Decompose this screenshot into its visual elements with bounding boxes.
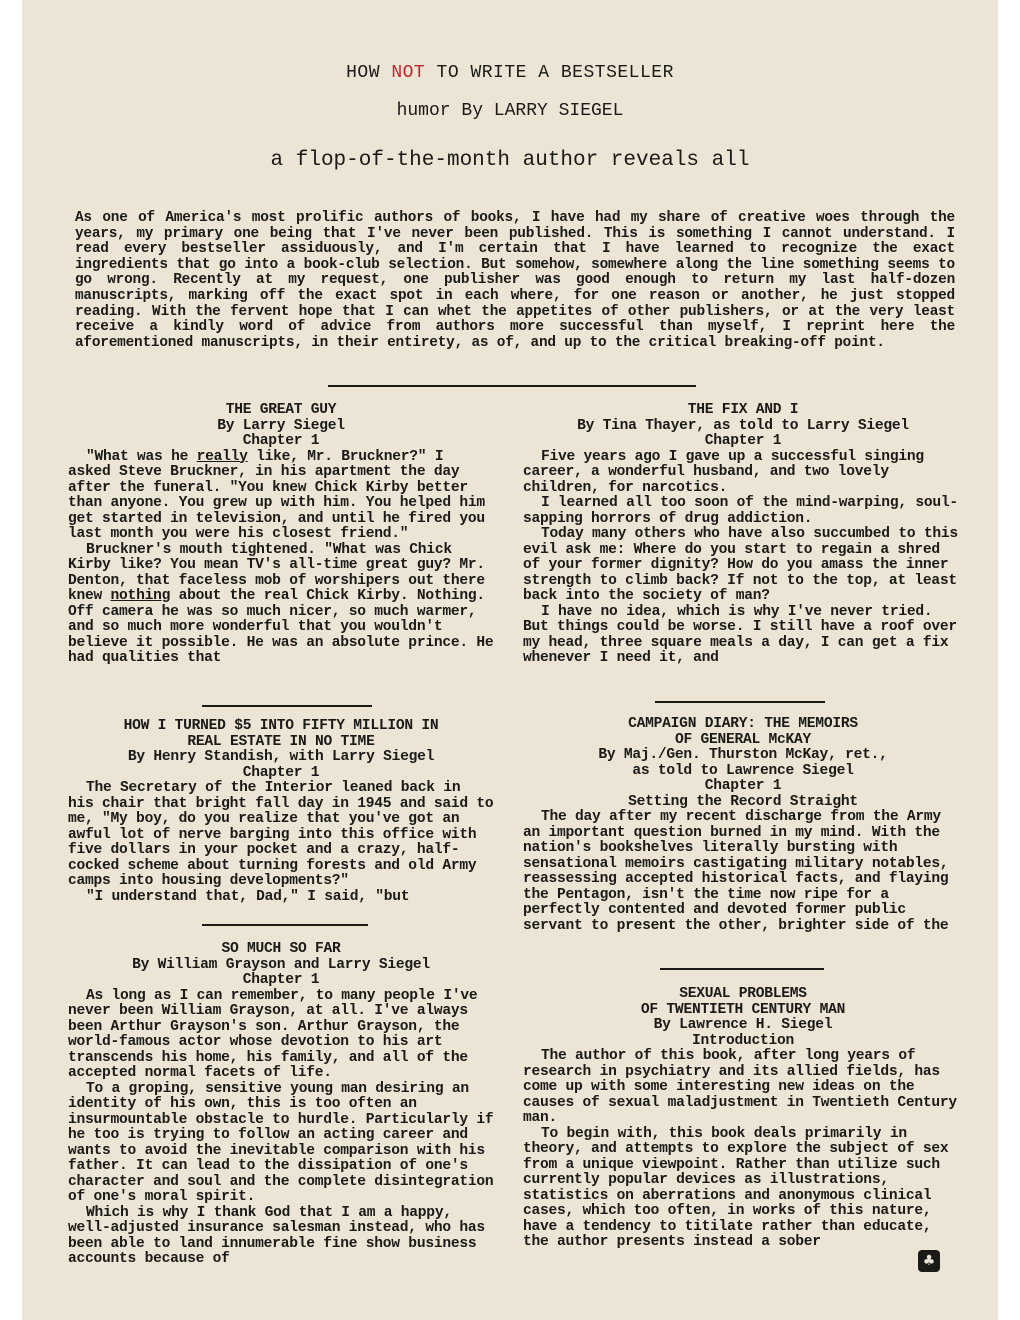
article-title: HOW NOT TO WRITE A BESTSELLER — [346, 63, 674, 83]
excerpt-paragraph: I learned all too soon of the mind-warping, soul-sapping horrors of drug addiction. — [523, 495, 958, 527]
excerpt-paragraph: "I understand that, Dad," I said, "but — [86, 888, 410, 905]
excerpt-byline: By Tina Thayer, as told to Larry Siegel — [577, 417, 909, 434]
excerpt-title: THE GREAT GUY — [225, 402, 337, 418]
excerpt-title: SEXUAL PROBLEMS — [679, 986, 807, 1002]
excerpt-paragraph: "What was he really like, Mr. Bruckner?" I asked Steve Bruckner, in his apartment the day after the funeral. "You knew Chick Kirby better than anyone. You grew up with him. You helped him get started in television, and until he fired you last month you were his closest friend." — [68, 448, 485, 542]
excerpt-paragraph: To begin with, this book deals primarily in theory, and attempts to explore the subject of sex from a unique viewpoint. Rather than utilize such currently popular devices as illustrations, statistics on aberrations and anonymous clinical cases, which too often, in works of this nature, have a tendency to titilate rather than educate, the author presents instead a sober — [523, 1125, 949, 1250]
excerpt-great-guy — [68, 403, 494, 667]
excerpt-paragraph: I have no idea, which is why I've never tried. But things could be worse. I still have a roof over my head, three square meals a day, I can get a fix whenever I need it, and — [523, 603, 957, 666]
excerpt-title: OF TWENTIETH CENTURY MAN — [640, 1001, 846, 1018]
excerpt-paragraph: Bruckner's mouth tightened. "What was Chick Kirby like? You mean TV's all-time great guy? Mr. Denton, that faceless mob of worshipers out there knew nothing about the real Chick Kirby. Nothing. Off camera he was so much nicer, so much warmer, and so much more wonderful that you wouldn't believe it possible. He was an absolute prince. He had qualities that — [68, 541, 494, 666]
excerpt-so-much-so-far — [68, 942, 494, 1268]
section-divider — [202, 705, 372, 707]
excerpt-title: REAL ESTATE IN NO TIME — [187, 733, 375, 750]
article-byline: humor By LARRY SIEGEL — [396, 101, 624, 121]
excerpt-paragraph: The day after my recent discharge from the Army an important question burned in my mind. With the nation's bookshelves literally bursting with sensational memoirs castigating military notables, reassessing accepted historical facts, and flaying the Pentagon, isn't the time now ripe for a perfectly contented and devoted former public servant to present the other, brighter side of the — [523, 809, 949, 934]
excerpt-title: THE FIX AND I — [687, 402, 799, 418]
excerpt-title: CAMPAIGN DIARY: THE MEMOIRS — [628, 716, 858, 732]
excerpt-title: HOW I TURNED $5 INTO FIFTY MILLION IN — [123, 718, 439, 734]
excerpt-byline: By Lawrence H. Siegel — [653, 1017, 833, 1033]
excerpt-byline: By Maj./Gen. Thurston McKay, ret., — [598, 747, 888, 763]
excerpt-chapter: Chapter 1 — [242, 972, 320, 988]
excerpt-byline: By Larry Siegel — [217, 417, 345, 434]
excerpt-fifty-million — [68, 719, 494, 905]
excerpt-chapter: Introduction — [691, 1032, 795, 1049]
excerpt-byline: as told to Lawrence Siegel — [632, 762, 854, 779]
excerpt-chapter: Chapter 1 — [704, 433, 782, 449]
excerpt-title: SO MUCH SO FAR — [221, 941, 341, 957]
intro-paragraph: As one of America's most prolific authors of books, I have had my share of creative woes through the years, my primary one being that I've never been published. This is something I cannot understand. I read every bestseller assiduously, and I'm certain that I have learned to recognize the exact ingredients that go into a book-club selection. But somehow, somewhere along the line something seems to go wrong. Recently at my request, one publisher was good enough to return my last half-dozen manuscripts, marking off the exact spot in each where, for one reason or another, he just stopped reading. With the fervent hope that I can whet the appetites of other publishers, or at the very least receive a kindly word of advice from authors more successful than myself, I reprint here the aforementioned manuscripts, in their entirety, as of, and up to the critical breaking-off point. — [75, 210, 955, 351]
excerpt-chapter: Chapter 1 — [242, 433, 320, 449]
excerpt-paragraph: Today many others who have also succumbed to this evil ask me: Where do you start to regain a shred of your former dignity? How do you amass the inner strength to climb back? If not to the top, at least back into the society of man? — [523, 526, 958, 604]
section-divider — [202, 924, 368, 926]
excerpt-sexual-problems — [523, 987, 963, 1251]
excerpt-campaign-diary — [523, 717, 963, 934]
excerpt-title: OF GENERAL McKAY — [674, 731, 812, 748]
excerpt-paragraph: The Secretary of the Interior leaned back in his chair that bright fall day in 1945 and said to me, "My boy, do you realize that you've got an awful lot of nerve barging into this office with five dollars in your pocket and a crazy, half-cocked scheme about turning forests and old Army camps into housing developments?" — [68, 780, 494, 889]
excerpt-paragraph: Which is why I thank God that I am a happy, well-adjusted insurance salesman instead, who has been able to land innumerable fine show business accounts because of — [68, 1204, 485, 1267]
excerpt-byline: By Henry Standish, with Larry Siegel — [127, 749, 435, 765]
rabbit-head-icon: ♣ — [918, 1250, 940, 1272]
excerpt-fix-and-i — [523, 403, 963, 667]
excerpt-paragraph: As long as I can remember, to many people I've never been William Grayson, at all. I've always been Arthur Grayson's son. Arthur Grayson, the world-famous actor whose devotion to his art transcends his home, his family, and all of the accepted normal facets of life. — [68, 987, 478, 1081]
excerpt-chapter: Chapter 1 — [704, 778, 782, 794]
title-accent-word: NOT — [391, 63, 426, 83]
excerpt-chapter: Chapter 1 — [242, 764, 320, 781]
section-divider — [660, 968, 824, 970]
excerpt-paragraph: The author of this book, after long years of research in psychiatry and its allied fields, has come up with some interesting new ideas on the causes of sexual maladjustment in Twentieth Century man. — [523, 1048, 957, 1126]
excerpt-chapter-title: Setting the Record Straight — [628, 793, 858, 810]
section-divider — [328, 385, 696, 387]
excerpt-paragraph: Five years ago I gave up a successful singing career, a wonderful husband, and two lovely children, for narcotics. — [523, 448, 924, 496]
excerpt-paragraph: To a groping, sensitive young man desiring an identity of his own, this is too often an insurmountable obstacle to hurdle. Particularly if he too is trying to follow an acting career and wants to avoid the inevitable comparison with his father. It can lead to the dissipation of one's character and soul and the complete disintegration of one's moral spirit. — [68, 1080, 494, 1205]
magazine-page — [22, 0, 998, 1320]
excerpt-byline: By William Grayson and Larry Siegel — [132, 956, 430, 973]
article-deck: a flop-of-the-month author reveals all — [270, 149, 750, 172]
section-divider — [655, 701, 825, 703]
